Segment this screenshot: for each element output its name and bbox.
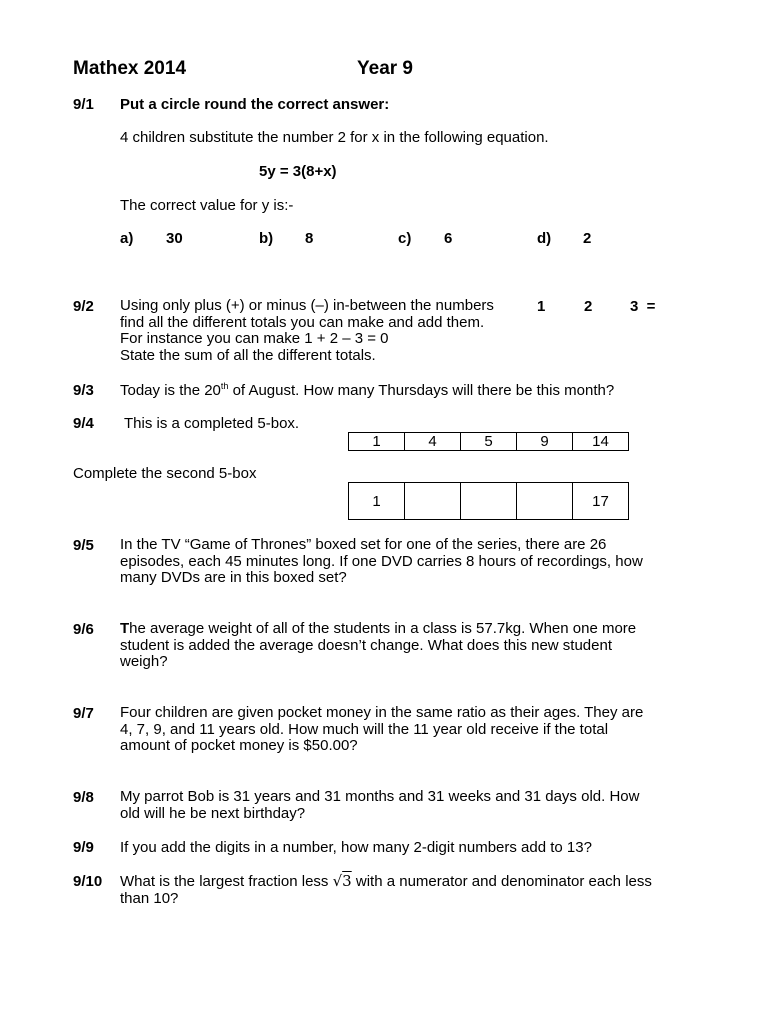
q1-text: 4 children substitute the number 2 for x in the following equation. — [120, 129, 549, 146]
second-box-cell-blank[interactable] — [461, 483, 517, 520]
question-number-10: 9/10 — [73, 873, 103, 890]
q8-text — [120, 789, 639, 822]
q7-line: 4, 7, 9, and 11 years old. How much will the 11 year old receive if the total — [120, 720, 609, 738]
completed-5-box — [348, 432, 629, 451]
q9-text: If you add the digits in a number, how many 2-digit numbers add to 13? — [120, 839, 592, 856]
sqrt-value: 3 — [342, 872, 352, 890]
q8-line: My parrot Bob is 31 years and 31 months and 31 weeks and 31 days old. How — [120, 788, 640, 805]
sqrt-icon — [333, 872, 352, 890]
q6-line-rest: he average weight of all of the students in a class is 57.7kg. When one more — [129, 620, 637, 637]
completed-box-cell: 1 — [349, 433, 405, 451]
q7-line: Four children are given pocket money in the same ratio as their ages. They are — [120, 704, 644, 721]
q5-line: episodes, each 45 minutes long. If one DVD carries 8 hours of recordings, how — [120, 552, 643, 570]
q3-superscript: th — [220, 381, 229, 391]
option-c-label: c) — [398, 230, 412, 247]
q7-line: amount of pocket money is $50.00? — [120, 737, 358, 755]
completed-box-cell: 4 — [405, 433, 461, 451]
q2-line-1: Using only plus (+) or minus (–) in-between the numbers — [120, 297, 494, 314]
question-number-3: 9/3 — [73, 382, 94, 399]
page-title: Mathex 2014 — [73, 58, 187, 79]
second-box-cell: 1 — [349, 483, 405, 520]
question-number-4: 9/4 — [73, 415, 94, 432]
q1-prompt: The correct value for y is:- — [120, 197, 294, 214]
q2-number-2: 2 — [584, 298, 593, 315]
q6-text — [120, 621, 636, 671]
q4-text: This is a completed 5-box. — [124, 415, 300, 432]
q2-line-3: For instance you can make 1 + 2 – 3 = 0 — [120, 330, 389, 348]
year-label: Year 9 — [357, 58, 413, 79]
q6-line — [120, 621, 636, 638]
option-d-value: 2 — [583, 230, 592, 247]
q2-number-3: 3 = — [630, 298, 656, 315]
q3-text-after: of August. How many Thursdays will there be this month? — [228, 382, 615, 399]
q5-line: In the TV “Game of Thrones” boxed set for one of the series, there are 26 — [120, 536, 607, 553]
q6-line: student is added the average doesn’t change. What does this new student — [120, 636, 612, 654]
q8-line: old will he be next birthday? — [120, 804, 306, 822]
q10-line-2: than 10? — [120, 889, 179, 907]
q3-text — [120, 382, 614, 399]
question-number-9: 9/9 — [73, 839, 94, 856]
q10-text-after: with a numerator and denominator each less — [351, 873, 652, 890]
q6-first-letter: T — [120, 620, 130, 637]
question-number-8: 9/8 — [73, 789, 94, 806]
q10-text — [120, 873, 652, 907]
q2-number-1: 1 — [537, 298, 546, 315]
q1-instruction: Put a circle round the correct answer: — [120, 96, 390, 113]
q5-text — [120, 537, 643, 587]
option-b-label: b) — [259, 230, 274, 247]
q3-text-before: Today is the 20 — [120, 382, 221, 399]
second-box-cell: 17 — [573, 483, 629, 520]
completed-box-cell: 9 — [517, 433, 573, 451]
option-c-value: 6 — [444, 230, 453, 247]
q6-line: weigh? — [120, 653, 168, 671]
question-number-5: 9/5 — [73, 537, 94, 554]
option-b-value: 8 — [305, 230, 314, 247]
q10-text-before: What is the largest fraction less — [120, 873, 333, 890]
question-number-6: 9/6 — [73, 621, 94, 638]
q2-line-4: State the sum of all the different totals. — [120, 346, 376, 364]
q2-text — [120, 298, 494, 364]
q2-line-2: find all the different totals you can make and add them. — [120, 313, 485, 331]
q7-text — [120, 705, 643, 755]
q4-second-label: Complete the second 5-box — [73, 465, 257, 482]
option-a-label: a) — [120, 230, 134, 247]
sqrt-symbol: √ — [332, 872, 343, 890]
second-5-box — [348, 482, 629, 520]
second-box-cell-blank[interactable] — [517, 483, 573, 520]
question-number-1: 9/1 — [73, 96, 94, 113]
question-number-2: 9/2 — [73, 298, 94, 315]
q10-line-1 — [120, 873, 652, 891]
completed-box-cell: 14 — [573, 433, 629, 451]
second-box-cell-blank[interactable] — [405, 483, 461, 520]
q1-equation: 5y = 3(8+x) — [259, 163, 337, 180]
option-d-label: d) — [537, 230, 552, 247]
option-a-value: 30 — [166, 230, 183, 247]
question-number-7: 9/7 — [73, 705, 94, 722]
completed-box-cell: 5 — [461, 433, 517, 451]
q5-line: many DVDs are in this boxed set? — [120, 569, 347, 587]
